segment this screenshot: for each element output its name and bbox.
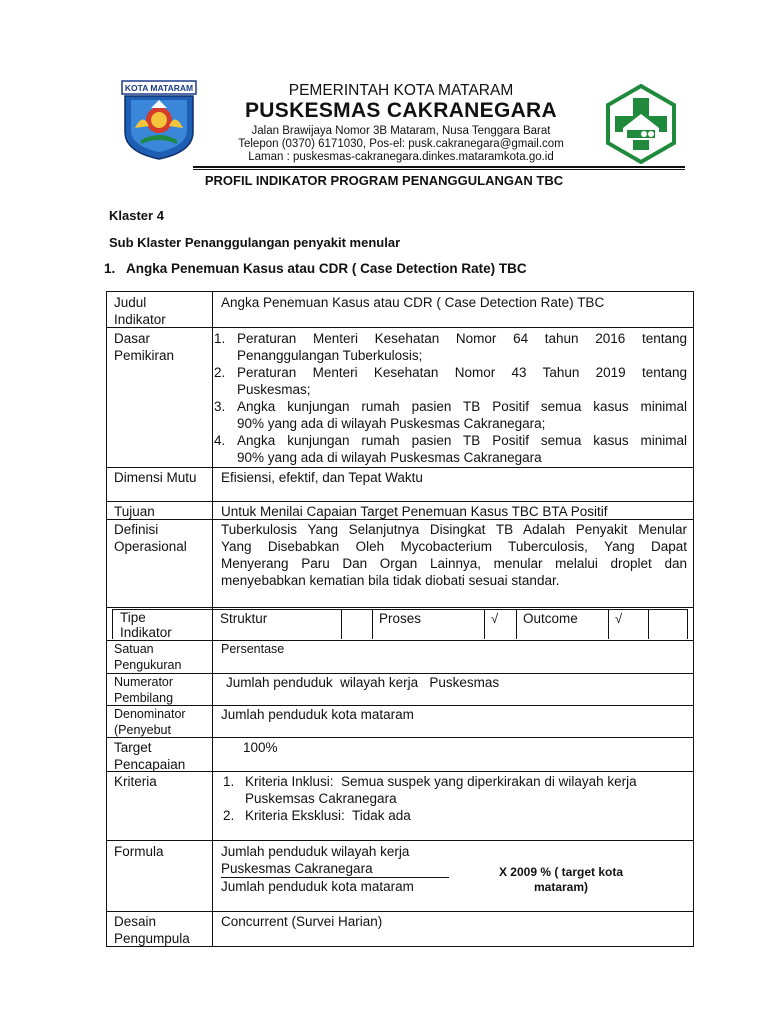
kota-mataram-emblem — [121, 80, 197, 160]
cluster-heading: Klaster 4 — [109, 208, 164, 223]
formula-label: Formula — [114, 844, 164, 859]
letterhead-rule — [193, 166, 685, 168]
row-divider — [106, 501, 694, 502]
row-divider — [106, 467, 694, 468]
tipe-cell-divider — [648, 609, 649, 639]
formula-multiplier: X 2009 % ( target kota mataram) — [498, 865, 624, 894]
kriteria-item-number: 1. — [223, 774, 235, 789]
dasar-item-number: 4. — [214, 433, 226, 448]
dasar-item-number: 3. — [214, 399, 226, 414]
tipe-label: Tipe Indikator — [120, 610, 172, 640]
dasar-label: Dasar Pemikiran — [114, 331, 175, 363]
tipe-cell-divider — [516, 609, 517, 639]
tipe-struktur: Struktur — [220, 611, 268, 626]
website: Laman : puskesmas-cakranegara.dinkes.mataramkota.go.id — [248, 151, 554, 163]
satuan-value: Persentase — [221, 642, 285, 656]
contact-info: Telepon (0370) 6171030, Pos-el: pusk.cakranegara@gmail.com — [238, 138, 564, 150]
tipe-outcome: Outcome — [523, 611, 578, 626]
row-divider — [106, 911, 694, 912]
puskesmas-cross-icon — [601, 84, 681, 164]
address: Jalan Brawijaya Nomor 3B Mataram, Nusa Tenggara Barat — [251, 125, 551, 137]
dasar-item: Peraturan Menteri Kesehatan Nomor 43 Tahun 2019 tentang Puskesmas; — [237, 365, 687, 397]
subcluster-heading: Sub Klaster Penanggulangan penyakit menular — [109, 235, 401, 250]
tipe-cell-divider — [687, 609, 688, 639]
outcome-checkmark: √ — [615, 611, 623, 626]
dimensi-label: Dimensi Mutu — [114, 470, 197, 485]
puskesmas-name: PUSKESMAS CAKRANEGARA — [245, 99, 557, 122]
target-label: Target Pencapaian — [114, 740, 186, 772]
section-title-text: Angka Penemuan Kasus atau CDR ( Case Detection Rate) TBC — [126, 261, 527, 276]
government-name: PEMERINTAH KOTA MATARAM — [288, 82, 514, 99]
dasar-item: Peraturan Menteri Kesehatan Nomor 64 tahun 2016 tentang Penanggulangan Tuberkulosis; — [237, 331, 687, 363]
table-column-divider — [212, 291, 213, 947]
document-title: PROFIL INDIKATOR PROGRAM PENANGGULANGAN TBC — [204, 173, 564, 188]
puskesmas-logo — [601, 84, 681, 164]
dasar-item: Angka kunjungan rumah pasien TB Positif semua kasus minimal 90% yang ada di wilayah Puskesmas Cakranegara — [237, 433, 687, 465]
tipe-cell-divider — [341, 609, 342, 639]
tipe-cell-divider — [608, 609, 609, 639]
row-divider — [106, 840, 694, 841]
formula-denominator: Jumlah penduduk kota mataram — [221, 879, 414, 894]
denominator-label: Denominator (Penyebut — [114, 707, 186, 737]
desain-label: Desain Pengumpula — [114, 914, 190, 946]
tujuan-value: Untuk Menilai Capaian Target Penemuan Kasus TBC BTA Positif — [221, 504, 608, 519]
kriteria-label: Kriteria — [114, 774, 157, 789]
city-emblem-icon — [121, 80, 197, 160]
section-number: 1. — [104, 261, 116, 276]
svg-text:KOTA MATARAM: KOTA MATARAM — [124, 83, 194, 93]
numerator-value: Jumlah penduduk wilayah kerja Puskesmas — [226, 675, 500, 690]
satuan-label: Satuan Pengukuran — [114, 642, 182, 672]
section-title — [104, 261, 527, 276]
numerator-label: Numerator Pembilang — [114, 675, 174, 705]
definisi-value: Tuberkulosis Yang Selanjutnya Disingkat TB Adalah Penyakit Menular Yang Disebabkan Oleh Mycobacterium Tuberculosis, Yang Dapat Menyerang Paru Dan Organ Lainnya, menular melalui droplet dan menyebabkan kematian bila tidak diobati sesuai standar. — [221, 522, 687, 588]
kriteria-item: Kriteria Inklusi: Semua suspek yang diperkirakan di wilayah kerja Puskemsas Cakranegara — [245, 774, 637, 806]
dasar-item-number: 1. — [214, 331, 226, 346]
dasar-item-number: 2. — [214, 365, 226, 380]
definisi-label: Definisi Operasional — [114, 522, 187, 554]
dasar-item: Angka kunjungan rumah pasien TB Positif semua kasus minimal 90% yang ada di wilayah Puskesmas Cakranegara; — [237, 399, 687, 431]
row-divider — [106, 607, 694, 608]
tujuan-label: Tujuan — [114, 504, 155, 519]
formula-numerator-1: Jumlah penduduk wilayah kerja — [221, 844, 410, 859]
tipe-cell-divider — [372, 609, 373, 639]
tipe-cell-divider — [484, 609, 485, 639]
tipe-proses: Proses — [379, 611, 422, 626]
proses-checkmark: √ — [491, 611, 499, 626]
kriteria-item-number: 2. — [223, 808, 235, 823]
desain-value: Concurrent (Survei Harian) — [221, 914, 383, 929]
kriteria-item: Kriteria Eksklusi: Tidak ada — [245, 808, 411, 823]
target-value: 100% — [243, 740, 278, 755]
formula-numerator-2: Puskesmas Cakranegara — [221, 861, 373, 876]
judul-label: Judul Indikator — [114, 295, 166, 327]
tipe-inner-border — [112, 609, 113, 639]
dimensi-value: Efisiensi, efektif, dan Tepat Waktu — [221, 470, 423, 485]
denominator-value: Jumlah penduduk kota mataram — [221, 707, 414, 722]
judul-value: Angka Penemuan Kasus atau CDR ( Case Detection Rate) TBC — [221, 295, 605, 310]
letterhead-rule-thin — [193, 169, 685, 170]
